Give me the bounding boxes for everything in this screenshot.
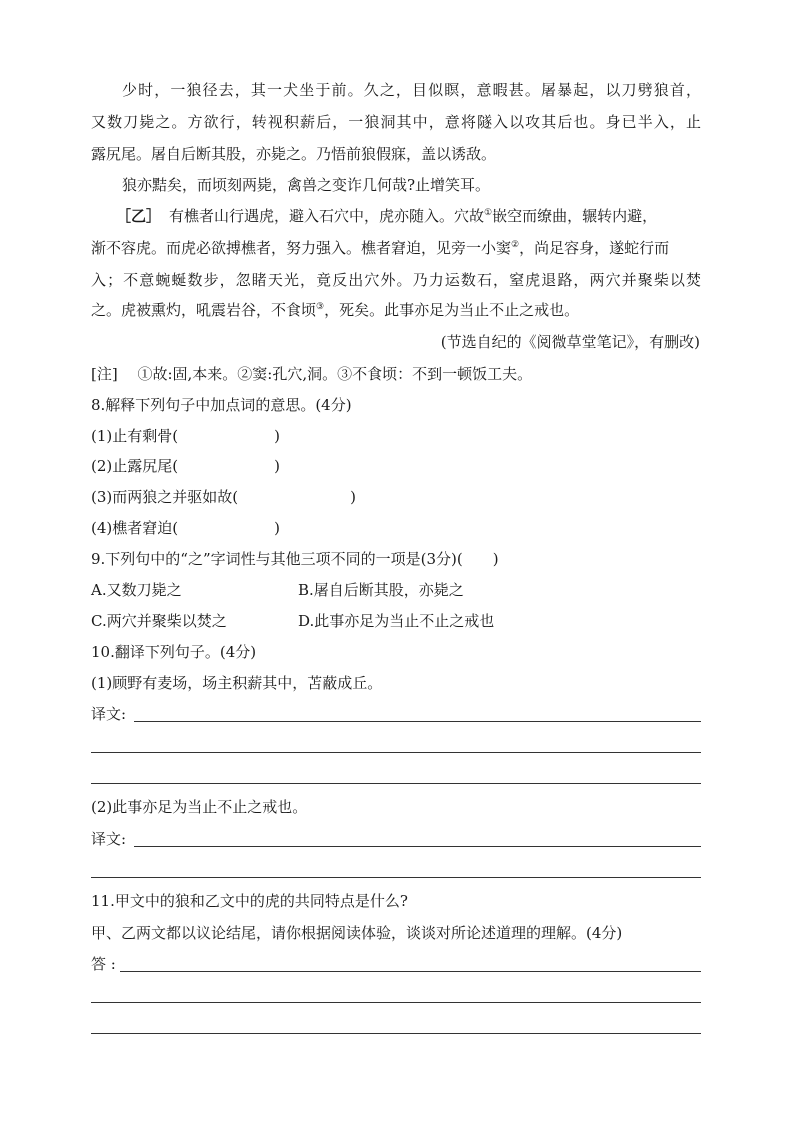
q9-option-b[interactable]: B.屠自后断其股，亦毙之 — [298, 581, 464, 599]
yi-line-2 — [91, 238, 669, 258]
footnote-mark-2: ② — [511, 240, 520, 250]
q11-stem-2: 甲、乙两文都以议论结尾，请你根据阅读体验，谈谈对所论述道理的理解。(4分) — [91, 924, 623, 942]
footnote-mark-1: ① — [484, 208, 493, 218]
annotation-notes: [注] ①故:固,本来。②窦:孔穴,洞。③不食顷：不到一顿饭工夫。 — [91, 365, 533, 383]
source-citation: (节选自纪的《阅微草堂笔记》，有删改) — [440, 333, 700, 351]
q10-sentence-2: (2)此事亦足为当止不止之戒也。 — [91, 798, 308, 816]
q10-sentence-1: (1)顾野有麦场，场主积薪其中，苫蔽成丘。 — [91, 674, 383, 692]
q8-stem: 8.解释下列句子中加点词的意思。(4分) — [91, 396, 352, 414]
footnote-mark-3: ③ — [316, 302, 325, 312]
q9-option-c[interactable]: C.两穴并聚柴以焚之 — [91, 612, 227, 630]
jia-line-1: 少时，一狼径去，其一犬坐于前。久之，目似瞑，意暇甚。屠暴起，以刀劈狼首， — [122, 81, 701, 99]
yi-line-2-text: 渐不容虎。而虎必欲搏樵者，努力强入。樵者窘迫，见旁一小窦 — [91, 239, 512, 257]
q11-answer-line-2[interactable] — [91, 1002, 701, 1003]
q8-item-2: (2)止露尻尾( ) — [91, 457, 280, 475]
q11-answer-line-3[interactable] — [91, 1033, 701, 1034]
q8-item-1: (1)止有剩骨( ) — [91, 427, 280, 445]
yi-line-4 — [91, 300, 579, 320]
q9-option-a[interactable]: A.又数刀毙之 — [91, 581, 182, 599]
q10-answer-line-4[interactable] — [134, 846, 701, 847]
yi-line-4-rest: ，死矣。此事亦足为当止不止之戒也。 — [324, 301, 580, 319]
yi-line-4-text: 之。虎被熏灼，吼震岩谷，不食顷 — [91, 301, 317, 319]
jia-line-4: 狼亦黠矣，而顷刻两毙，禽兽之变诈几何哉?止增笑耳。 — [122, 176, 491, 194]
q10-answer-line-2[interactable] — [91, 752, 701, 753]
yi-line-2-rest: ，尚足容身，遂蛇行而 — [519, 239, 670, 257]
yi-line-1-rest: 嵌空而缭曲，辗转内避， — [492, 207, 658, 225]
q8-item-3: (3)而两狼之并驱如故( ) — [91, 488, 356, 506]
q10-answer-line-1[interactable] — [134, 721, 701, 722]
q11-answer-label: 答 : — [91, 955, 116, 973]
jia-line-2: 又数刀毙之。方欲行，转视积薪后，一狼洞其中，意将隧入以攻其后也。身已半入，止 — [91, 113, 701, 131]
q10-answer-line-5[interactable] — [91, 877, 701, 878]
q10-answer-label-1: 译文: — [91, 705, 127, 723]
q10-answer-line-3[interactable] — [91, 783, 701, 784]
jia-line-3: 露尻尾。屠自后断其股，亦毙之。乃悟前狼假寐，盖以诱敌。 — [91, 145, 497, 163]
q11-answer-line-1[interactable] — [120, 971, 701, 972]
yi-label: ［乙］ — [116, 207, 162, 225]
q9-option-d[interactable]: D.此事亦足为当止不止之戒也 — [298, 612, 495, 630]
q10-answer-label-2: 译文: — [91, 830, 127, 848]
q10-stem: 10.翻译下列句子。(4分) — [91, 643, 257, 661]
q9-stem: 9.下列句中的“之”字词性与其他三项不同的一项是(3分)( ) — [91, 550, 499, 568]
yi-line-1-text: 有樵者山行遇虎，避入石穴中，虎亦随入。穴故 — [169, 207, 485, 225]
yi-line-3: 入；不意蜿蜒数步，忽睹天光，竟反出穴外。乃力运数石，窒虎退路，两穴并聚柴以焚 — [91, 271, 701, 289]
q8-item-4: (4)樵者窘迫( ) — [91, 519, 280, 537]
yi-line-1 — [116, 206, 701, 226]
q11-stem: 11.甲文中的狼和乙文中的虎的共同特点是什么? — [91, 892, 408, 910]
